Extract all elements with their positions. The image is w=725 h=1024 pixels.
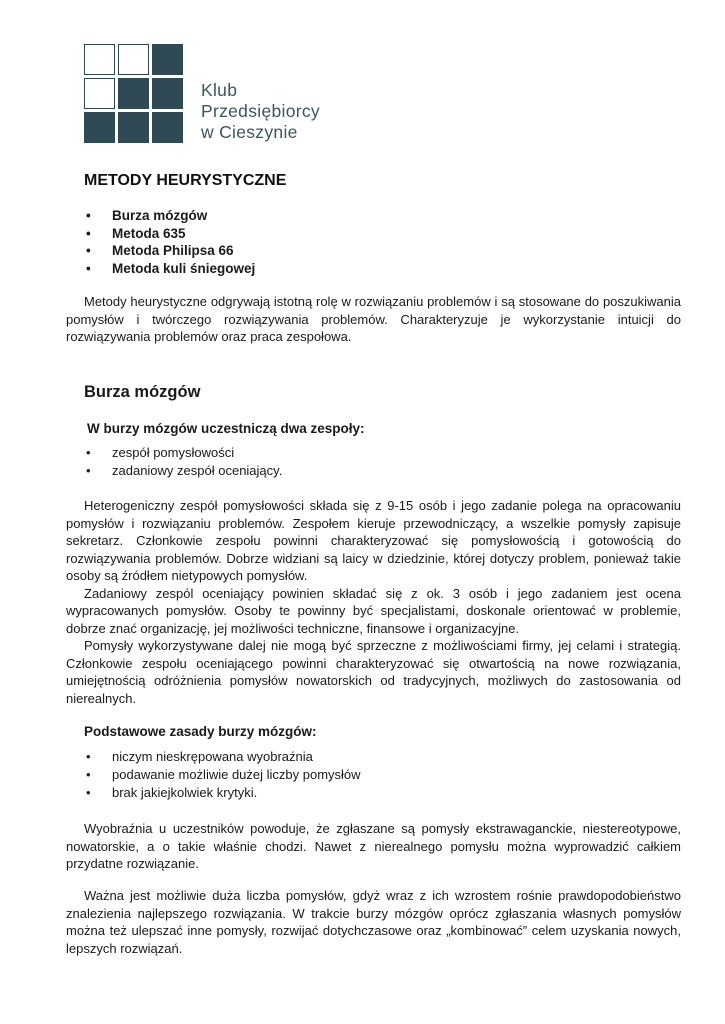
methods-list (84, 207, 255, 277)
paragraph: Pomysły wykorzystywane dalej nie mogą być sprzeczne z możliwościami firmy, jej celami i strategią. Członkowie zespołu oceniającego powinni charakteryzować się otwartością na nowe rozwiązania, umiejętnością odróżnienia pomysłów nowatorskich od tradycyjnych, możliwych do zastosowania od nierealnych. (66, 638, 681, 706)
logo-line-2: Przedsiębiorcy (201, 101, 320, 121)
list-item: • niczym nieskrępowana wyobraźnia (84, 748, 361, 766)
list-item: • zespół pomysłowości (84, 444, 282, 462)
body-text (66, 497, 681, 707)
logo-grid-icon (84, 44, 184, 144)
rules-list (84, 748, 361, 802)
paragraph: Zadaniowy zespól oceniający powinien składać się z ok. 3 osób i jego zadaniem jest ocena wypracowanych pomysłów. Osoby te powinny być specjalistami, doskonale orientować w problemie, dobrze znać organizację, jej możliwości techniczne, finansowe i organizacyjne. (66, 585, 681, 636)
page-title: METODY HEURYSTYCZNE (84, 172, 287, 189)
teams-list (84, 444, 282, 479)
list-item: • Metoda kuli śniegowej (84, 260, 255, 278)
list-item: • Metoda Philipsa 66 (84, 242, 255, 260)
intro-paragraph: Metody heurystyczne odgrywają istotną rolę w rozwiązaniu problemów i są stosowane do poszukiwania pomysłów i twórczego rozwiązywania problemów. Charakteryzuje je wykorzystanie intuicji do rozwiązywania problemów oraz praca zespołowa. (66, 294, 681, 344)
list-item: • podawanie możliwie dużej liczby pomysłów (84, 766, 361, 784)
logo (84, 44, 344, 148)
paragraph: Heterogeniczny zespół pomysłowości składa się z 9-15 osób i jego zadanie polega na opracowaniu pomysłów i rozwiązaniu problemów. Zespołem kieruje przewodniczący, a wszelkie pomysły zapisuje sekretarz. Członkowie zespołu powinni charakteryzować się pomysłowością i gotowością do rozwiązywania problemów. Dobrze widziani są laicy w dziedzinie, której dotyczy problem, ponieważ takie osoby są źródłem nietypowych pomysłów. (66, 498, 681, 583)
list-item: • Metoda 635 (84, 225, 255, 243)
logo-text (201, 80, 320, 143)
rules-heading: Podstawowe zasady burzy mózgów: (84, 724, 317, 739)
imagination-paragraph: Wyobraźnia u uczestników powoduje, że zgłaszane są pomysły ekstrawaganckie, niestereotypowe, nowatorskie, a o takie właśnie chodzi. Nawet z nierealnego pomysłu można wyprowadzić całkiem przydatne rozwiązanie. (66, 821, 681, 871)
logo-line-1: Klub (201, 80, 238, 100)
list-item: • Burza mózgów (84, 207, 255, 225)
list-item: • zadaniowy zespół oceniający. (84, 462, 282, 480)
logo-line-3: w Cieszynie (201, 122, 298, 142)
section-title: Burza mózgów (84, 383, 201, 401)
teams-heading: W burzy mózgów uczestniczą dwa zespoły: (87, 421, 365, 436)
list-item: • brak jakiejkolwiek krytyki. (84, 784, 361, 802)
quantity-paragraph: Ważna jest możliwie duża liczba pomysłów, gdyż wraz z ich wzrostem rośnie prawdopodobieństwo znalezienia najlepszego rozwiązania. W trakcie burzy mózgów oprócz zgłaszania własnych pomysłów można też ulepszać inne pomysły, rozwijać dotychczasowe oraz „kombinować” celem uzyskania nowych, lepszych rozwiązań. (66, 888, 681, 956)
